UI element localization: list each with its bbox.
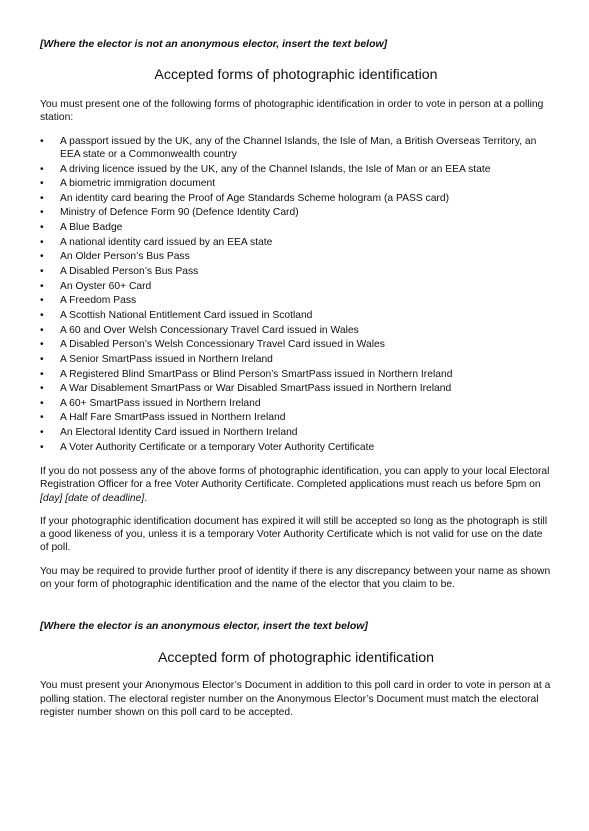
bullet-icon: • bbox=[40, 192, 44, 204]
list-item bbox=[40, 280, 552, 293]
bullet-icon: • bbox=[40, 368, 44, 380]
list-item bbox=[40, 324, 552, 337]
list-item bbox=[40, 192, 552, 205]
deadline-placeholder: [date of deadline] bbox=[65, 492, 145, 504]
bullet-icon: • bbox=[40, 353, 44, 365]
list-item bbox=[40, 265, 552, 278]
list-item bbox=[40, 250, 552, 263]
list-item-text: A Blue Badge bbox=[60, 222, 123, 234]
heading-accepted-forms: Accepted forms of photographic identification bbox=[154, 67, 438, 83]
bullet-icon: • bbox=[40, 397, 44, 409]
voter-authority-end: . bbox=[144, 492, 148, 504]
intro-paragraph: You must present one of the following forms of photographic identification in order to vote in person at a polling station: bbox=[40, 99, 544, 124]
bullet-icon: • bbox=[40, 135, 44, 147]
bullet-icon: • bbox=[40, 251, 44, 263]
list-item-text: Ministry of Defence Form 90 (Defence Identity Card) bbox=[60, 207, 299, 219]
list-item bbox=[40, 426, 552, 439]
list-item bbox=[40, 353, 552, 366]
expired-id-paragraph: If your photographic identification document has expired it will still be accepted so long as the photograph is still a good likeness of you, unless it is a temporary Voter Authority Certificate which is not valid for use on the date of poll. bbox=[40, 515, 548, 554]
instruction-non-anonymous: [Where the elector is not an anonymous elector, insert the text below] bbox=[40, 38, 388, 50]
list-item-text: A biometric immigration document bbox=[60, 178, 216, 190]
list-item-text: A 60+ SmartPass issued in Northern Ireland bbox=[60, 397, 261, 409]
list-item bbox=[40, 368, 552, 381]
anonymous-section bbox=[40, 620, 552, 719]
list-item-text: A Voter Authority Certificate or a temporary Voter Authority Certificate bbox=[60, 441, 375, 453]
bullet-icon: • bbox=[40, 222, 44, 234]
instruction-anonymous: [Where the elector is an anonymous elector, insert the text below] bbox=[40, 620, 368, 633]
list-item-text: A 60 and Over Welsh Concessionary Travel Card issued in Wales bbox=[60, 324, 359, 336]
list-item bbox=[40, 163, 552, 176]
id-forms-list bbox=[40, 135, 552, 454]
list-item bbox=[40, 397, 552, 410]
list-item bbox=[40, 236, 552, 249]
list-item bbox=[40, 441, 552, 454]
bullet-icon: • bbox=[40, 383, 44, 395]
list-item-text: An Older Person’s Bus Pass bbox=[60, 251, 190, 263]
bullet-icon: • bbox=[40, 163, 44, 175]
voter-authority-paragraph bbox=[40, 465, 552, 505]
list-item-text: A Registered Blind SmartPass or Blind Person’s SmartPass issued in Northern Ireland bbox=[60, 368, 453, 380]
bullet-icon: • bbox=[40, 427, 44, 439]
bullet-icon: • bbox=[40, 441, 44, 453]
list-item-text: A Disabled Person’s Bus Pass bbox=[60, 266, 199, 278]
heading-accepted-form: Accepted form of photographic identification bbox=[157, 650, 435, 667]
bullet-icon: • bbox=[40, 324, 44, 336]
list-item bbox=[40, 206, 552, 219]
list-item-text: A passport issued by the UK, any of the Channel Islands, the Isle of Man, a British Overseas Territory, an EEA state or a Commonwealth country bbox=[60, 135, 537, 160]
bullet-icon: • bbox=[40, 266, 44, 278]
day-placeholder: [day] bbox=[40, 492, 63, 504]
list-item bbox=[40, 411, 552, 424]
list-item-text: A national identity card issued by an EEA state bbox=[60, 236, 273, 248]
document-page bbox=[40, 38, 552, 719]
list-item-text: An identity card bearing the Proof of Age Standards Scheme hologram (a PASS card) bbox=[60, 192, 450, 204]
bullet-icon: • bbox=[40, 309, 44, 321]
bullet-icon: • bbox=[40, 280, 44, 292]
voter-authority-text: If you do not possess any of the above forms of photographic identification, you can apply to your local Electoral Registration Officer for a free Voter Authority Certificate. Completed applications must reach us before 5pm on bbox=[40, 466, 550, 491]
list-item-text: A War Disablement SmartPass or War Disabled SmartPass issued in Northern Ireland bbox=[60, 383, 452, 395]
proof-of-identity-paragraph: You may be required to provide further proof of identity if there is any discrepancy between your name as shown on your form of photographic identification and the name of the elector that you claim to be. bbox=[40, 565, 551, 591]
list-item-text: An Oyster 60+ Card bbox=[60, 280, 152, 292]
list-item-text: A Disabled Person’s Welsh Concessionary Travel Card issued in Wales bbox=[60, 339, 385, 351]
anonymous-paragraph: You must present your Anonymous Elector’s Document in addition to this poll card in order to vote in person at a polling station. The electoral register number on the Anonymous Elector’s Document must match the electoral register number shown on this poll card to be accepted. bbox=[40, 680, 551, 718]
bullet-icon: • bbox=[40, 207, 44, 219]
bullet-icon: • bbox=[40, 236, 44, 248]
bullet-icon: • bbox=[40, 178, 44, 190]
list-item-text: A Half Fare SmartPass issued in Northern Ireland bbox=[60, 412, 286, 424]
list-item bbox=[40, 338, 552, 351]
list-item-text: A Senior SmartPass issued in Northern Ireland bbox=[60, 353, 273, 365]
list-item bbox=[40, 382, 552, 395]
bullet-icon: • bbox=[40, 412, 44, 424]
list-item bbox=[40, 294, 552, 307]
list-item-text: A driving licence issued by the UK, any of the Channel Islands, the Isle of Man or an EEA state bbox=[60, 163, 491, 175]
bullet-icon: • bbox=[40, 295, 44, 307]
list-item bbox=[40, 177, 552, 190]
list-item bbox=[40, 309, 552, 322]
list-item-text: A Scottish National Entitlement Card issued in Scotland bbox=[60, 309, 313, 321]
bullet-icon: • bbox=[40, 339, 44, 351]
list-item-text: An Electoral Identity Card issued in Northern Ireland bbox=[60, 427, 298, 439]
list-item-text: A Freedom Pass bbox=[60, 295, 137, 307]
list-item bbox=[40, 135, 552, 162]
list-item bbox=[40, 221, 552, 234]
